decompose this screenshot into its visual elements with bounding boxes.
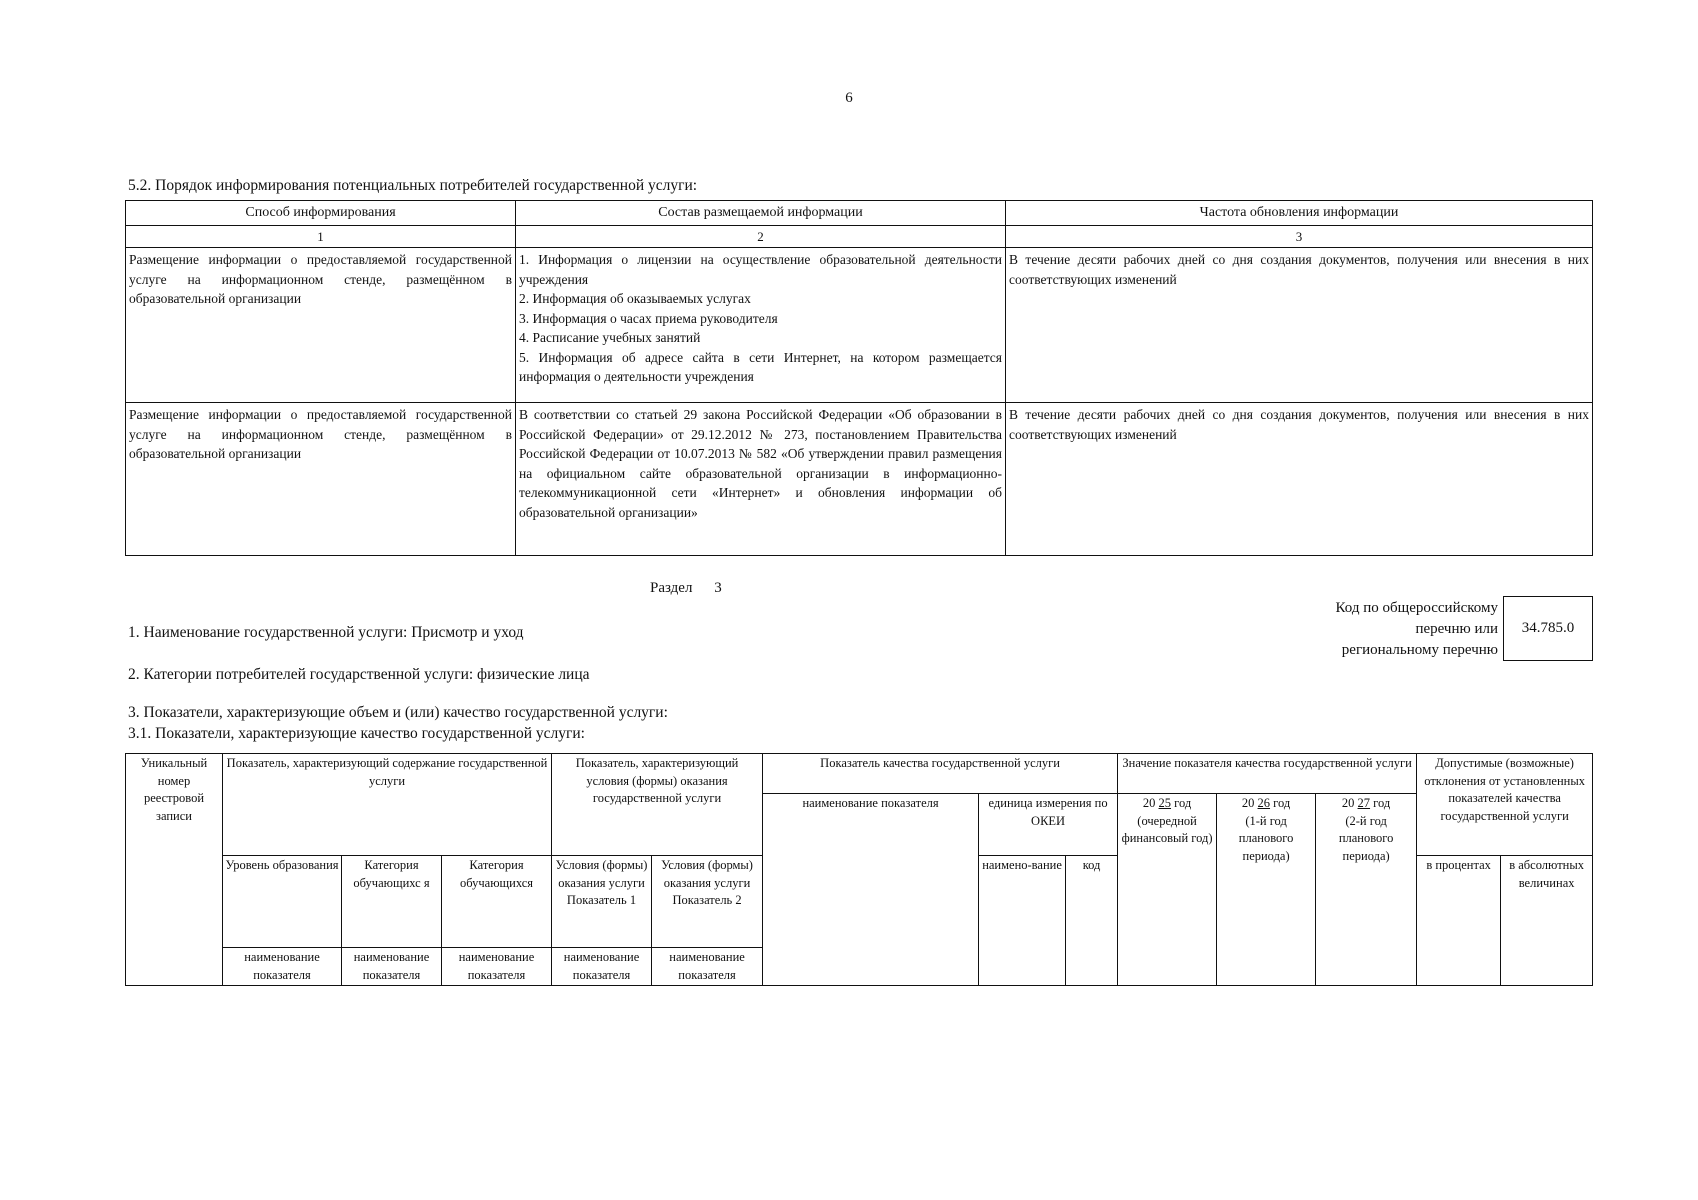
content-line: 2. Информация об оказываемых услугах	[519, 291, 751, 306]
quality-indicators-heading: 3.1. Показатели, характеризующие качество государственной услуги:	[128, 725, 585, 742]
year-prefix: 20	[1341, 796, 1355, 810]
deviation-percent-header: в процентах	[1417, 856, 1501, 986]
year-header-1	[1118, 794, 1217, 986]
code-label-line: региональному перечню	[1341, 642, 1498, 658]
section-heading	[650, 580, 722, 597]
year-prefix: 20	[1142, 796, 1156, 810]
unit-code-header: код	[1066, 856, 1118, 986]
header-frequency: Частота обновления информации	[1006, 201, 1593, 226]
informing-table	[125, 200, 1593, 556]
col-number-1: 1	[126, 225, 516, 248]
content-line: 3. Информация о часах приема руководителя	[519, 310, 778, 326]
year-note: (очередной финансовый год)	[1121, 813, 1213, 845]
sub-label-3: наименование показателя	[442, 948, 552, 986]
consumer-categories: 2. Категории потребителей государственной услуги: физические лица	[128, 666, 590, 683]
sub-col-condition-2: Условия (формы) оказания услуги Показатель 2	[652, 856, 763, 948]
code-label-line: перечню или	[1415, 621, 1498, 637]
sub-col-level: Уровень образования	[223, 856, 342, 948]
table-row	[126, 403, 1593, 556]
year-suffix: год	[1273, 796, 1291, 810]
value-indicator-header: Значение показателя качества государственной услуги	[1118, 754, 1417, 794]
section-label: Раздел	[650, 580, 693, 596]
col-number-3: 3	[1006, 225, 1593, 248]
sub-label-1: наименование показателя	[223, 948, 342, 986]
table-row	[126, 248, 1593, 403]
condition-indicator-header: Показатель, характеризующий условия (формы) оказания государственной услуги	[552, 754, 763, 856]
year-header-3	[1316, 794, 1417, 986]
code-label-line: Код по общероссийскому	[1335, 600, 1498, 616]
year-prefix: 20	[1241, 796, 1255, 810]
sub-col-category-2: Категория обучающихся	[442, 856, 552, 948]
section-5-2-title: 5.2. Порядок информирования потенциальных потребителей государственной услуги:	[128, 177, 698, 194]
header-content: Состав размещаемой информации	[516, 201, 1006, 226]
deviation-header: Допустимые (возможные) отклонения от установленных показателей качества государственной услуги	[1417, 754, 1593, 856]
code-label	[1220, 598, 1498, 661]
sub-label-2: наименование показателя	[342, 948, 442, 986]
indicators-heading: 3. Показатели, характеризующие объем и (или) качество государственной услуги:	[128, 704, 668, 721]
quality-indicators-table	[125, 753, 1593, 986]
content-line: 5. Информация об адресе сайта в сети Интернет, на котором размещается информация о деятельности учреждения	[519, 349, 1002, 384]
content-cell: В соответствии со статьей 29 закона Российской Федерации «Об образовании в Российской Федерации» от 29.12.2012 № 273, постановлением Правительства Российской Федерации от 10.07.2013 № 582 «Об утверждении правил размещения на официальном сайте образовательной организации в информационно-телекоммуникационной сети «Интернет» и обновления информации об образовательной организации»	[516, 403, 1006, 556]
unique-number-header: Уникальный номер реестровой записи	[126, 754, 223, 986]
unit-name-header: наимено-вание	[979, 856, 1066, 986]
code-value: 34.785.0	[1521, 620, 1575, 636]
year-note: (1-й год планового периода)	[1238, 813, 1294, 863]
content-cell	[516, 248, 1006, 403]
content-indicator-header: Показатель, характеризующий содержание государственной услуги	[223, 754, 552, 856]
frequency-cell: В течение десяти рабочих дней со дня создания документов, получения или внесения в них соответствующих изменений	[1006, 403, 1593, 556]
code-value-box	[1503, 596, 1593, 661]
year-number: 26	[1257, 796, 1271, 810]
content-line: 1. Информация о лицензии на осуществление образовательной деятельности учреждения	[519, 252, 1002, 287]
service-name: 1. Наименование государственной услуги: Присмотр и уход	[128, 624, 524, 641]
method-cell: Размещение информации о предоставляемой государственной услуге на информационном стенде, размещённом в образовательной организации	[126, 403, 516, 556]
quality-indicator-header: Показатель качества государственной услуги	[763, 754, 1118, 794]
sub-col-condition-1: Условия (формы) оказания услуги Показатель 1	[552, 856, 652, 948]
section-number: 3	[714, 580, 722, 596]
year-note: (2-й год планового периода)	[1338, 813, 1394, 863]
sub-label-5: наименование показателя	[652, 948, 763, 986]
deviation-absolute-header: в абсолютных величинах	[1501, 856, 1593, 986]
sub-label-4: наименование показателя	[552, 948, 652, 986]
year-suffix: год	[1373, 796, 1391, 810]
year-header-2	[1217, 794, 1316, 986]
year-number: 25	[1158, 796, 1172, 810]
page-number: 6	[845, 90, 853, 106]
sub-col-category-1: Категория обучающихс я	[342, 856, 442, 948]
method-cell: Размещение информации о предоставляемой государственной услуге на информационном стенде, размещённом в образовательной организации	[126, 248, 516, 403]
header-method: Способ информирования	[126, 201, 516, 226]
quality-name-header: наименование показателя	[763, 794, 979, 986]
year-number: 27	[1357, 796, 1371, 810]
col-number-2: 2	[516, 225, 1006, 248]
content-line: 4. Расписание учебных занятий	[519, 330, 701, 345]
frequency-cell: В течение десяти рабочих дней со дня создания документов, получения или внесения в них соответствующих изменений	[1006, 248, 1593, 403]
unit-header: единица измерения по ОКЕИ	[979, 794, 1118, 856]
year-suffix: год	[1174, 796, 1192, 810]
